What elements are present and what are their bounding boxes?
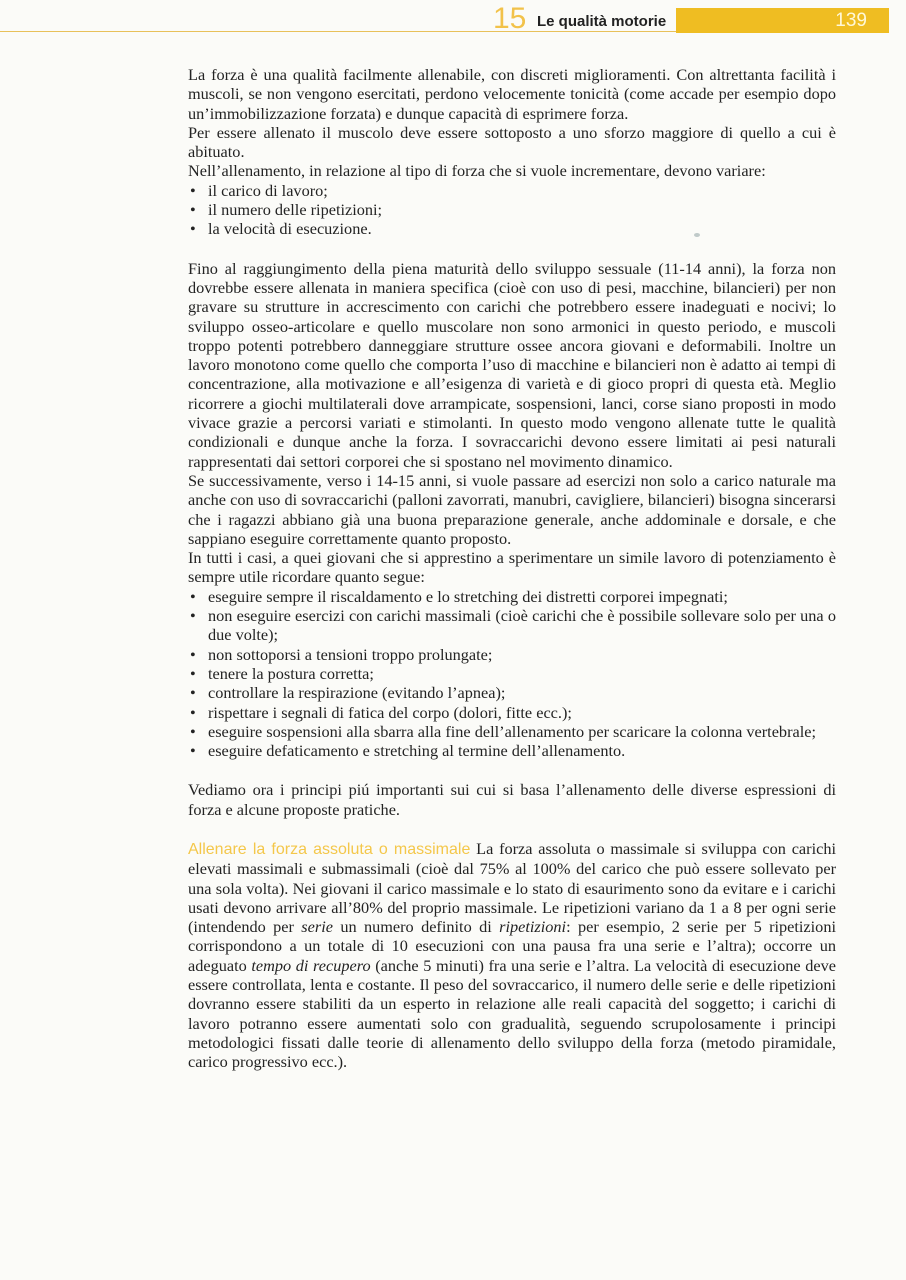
emphasis: tempo di recupero	[251, 955, 371, 975]
list-item: • non sottoporsi a tensioni troppo prolungate;	[188, 645, 836, 664]
section-paragraph	[188, 839, 836, 1072]
paragraph: Se successivamente, verso i 14-15 anni, si vuole passare ad esercizi non solo a carico naturale ma anche con uso di sovraccarichi (palloni zavorrati, manubri, cavigliere, bilancieri) bisogna sincerarsi che i ragazzi abbiano già una buona preparazione generale, anche addominale e dorsale, e che sappiano eseguire correttamente quanto proposto.	[188, 470, 836, 548]
emphasis: ripetizioni	[499, 917, 567, 937]
paragraph: Per essere allenato il muscolo deve essere sottoposto a uno sforzo maggiore di quello a cui è abituato.	[188, 122, 836, 162]
spacer	[188, 819, 836, 839]
list-item: • eseguire sempre il riscaldamento e lo stretching dei distretti corporei impegnati;	[188, 587, 836, 606]
list-item: • rispettare i segnali di fatica del corpo (dolori, fitte ecc.);	[188, 703, 836, 722]
chapter-title: Le qualità motorie	[537, 13, 667, 30]
text-run: : per esempio, 2 serie per 5 ripetizioni corrispondono a un totale di 10 esecuzioni con una pausa fra una serie e l’altra); occorre un adeguato	[188, 917, 836, 975]
paragraph: Vediamo ora i principi piú importanti sui cui si basa l’allenamento delle diverse espressioni di forza e alcune proposte pratiche.	[188, 780, 836, 819]
paragraph: Nell’allenamento, in relazione al tipo di forza che si vuole incrementare, devono variare:	[188, 161, 766, 181]
page-number: 139	[835, 10, 867, 31]
list-item: • la velocità di esecuzione.	[188, 219, 836, 238]
spacer	[188, 760, 836, 780]
spacer	[188, 239, 836, 259]
paragraph: Fino al raggiungimento della piena maturità dello sviluppo sessuale (11-14 anni), la forza non dovrebbe essere allenata in maniera specifica (cioè con uso di pesi, macchine, bilancieri) per non gravare su strutture in accrescimento con carichi che potrebbero essere inadeguati e nocivi; lo sviluppo osseo-articolare e quello muscolare non sono armonici in questo periodo, e muscoli troppo potenti potrebbero danneggiare strutture ossee ancora giovani e deformabili. Inoltre un lavoro monotono come quello che comporta l’uso di macchine e bilancieri non è adatto ai tempi di concentrazione, alla motivazione e all’esigenza di varietà e di gioco propri di questa età. Meglio ricorrere a giochi multilaterali dove arrampicate, sospensioni, lanci, corse siano proposti in modo vivace grazie a percorsi variati e stimolanti. In questo modo vengono allenate tutte le qualità condizionali e dunque anche la forza. I sovraccarichi devono essere limitati ai pesi naturali rappresentati dai settori corporei che si spostano nel movimento dinamico.	[188, 258, 836, 471]
emphasis: serie	[301, 917, 333, 937]
chapter-number: 15	[493, 2, 527, 35]
paragraph: La forza è una qualità facilmente allenabile, con discreti miglioramenti. Con altrettanta facilità i muscoli, se non vengono esercitati, perdono velocemente tonicità (come accade per esempio dopo un’immobilizzazione forzata) e dunque capacità di esprimere forza.	[188, 65, 836, 123]
list-item: • eseguire sospensioni alla sbarra alla fine dell’allenamento per scaricare la colonna vertebrale;	[188, 722, 836, 741]
list-item: • non eseguire esercizi con carichi massimali (cioè carichi che è possibile sollevare solo per una o due volte);	[188, 606, 836, 645]
list-item: • il numero delle ripetizioni;	[188, 200, 836, 219]
page-body	[188, 65, 836, 1072]
paragraph: In tutti i casi, a quei giovani che si apprestino a sperimentare un simile lavoro di potenziamento è sempre utile ricordare quanto segue:	[188, 548, 836, 587]
recommendations-list	[188, 587, 836, 761]
header-rule	[0, 31, 676, 32]
list-item: • controllare la respirazione (evitando l’apnea);	[188, 683, 836, 702]
list-item: • il carico di lavoro;	[188, 181, 836, 200]
text-run: un numero definito di	[332, 917, 500, 937]
text-run: La forza assoluta o massimale si sviluppa con carichi elevati massimali e submassimali (cioè dal 75% al 100% del carico che può essere sollevato per una sola volta). Nei giovani il carico massimale e lo stato di esaurimento sono da evitare e i carichi usati devono arrivare all’80% del proprio massimale. Le ripetizioni variano da 1 a 8 per ogni serie (intendendo per	[188, 838, 836, 937]
variables-list	[188, 181, 836, 239]
page-number-tab	[676, 8, 889, 33]
list-item: • eseguire defaticamento e stretching al termine dell’allenamento.	[188, 741, 836, 760]
section-heading: Allenare la forza assoluta o massimale	[188, 840, 471, 858]
list-item: • tenere la postura corretta;	[188, 664, 836, 683]
text-run: (anche 5 minuti) fra una serie e l’altra. La velocità di esecuzione deve essere controllata, lenta e costante. Il peso del sovraccarico, il numero delle serie e delle ripetizioni dovranno essere stabiliti da un esperto in relazione alle reali capacità del soggetto; i carichi di lavoro potranno essere aumentati solo con gradualità, seguendo scrupolosamente i principi metodologici fissati dalle teorie di allenamento dello sviluppo della forza (metodo piramidale, carico progressivo ecc.).	[188, 955, 836, 1072]
